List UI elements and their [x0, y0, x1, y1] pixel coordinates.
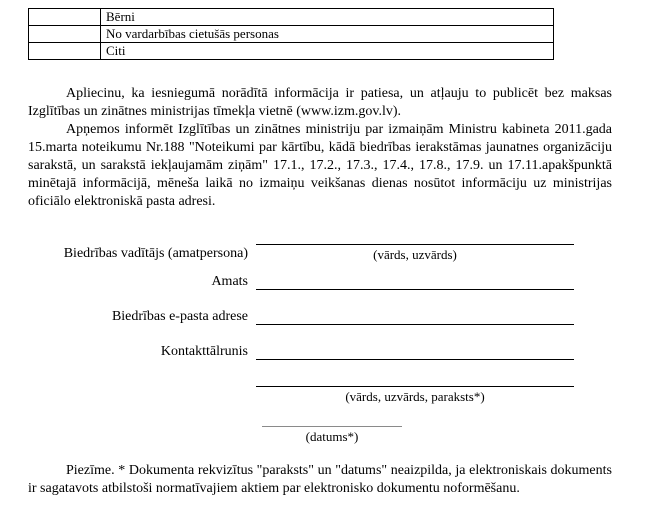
field-label: Biedrības vadītājs (amatpersona): [63, 246, 248, 261]
table-row: [29, 26, 554, 43]
input-line: [256, 229, 574, 245]
table-cell-label: Bērni: [101, 9, 554, 26]
field-row-signature: [28, 371, 612, 404]
field-row-leader: [28, 229, 612, 262]
commitment-paragraph: Apņemos informēt Izglītības un zinātnes ministriju par izmaiņām Ministru kabineta 2011.gada 15.marta noteikumu Nr.188 "Noteikumi par kārtību, kādā biedrības ierakstāmas jaunatnes organizāciju sarakstā, un sarakstā iekļaujamām ziņām" 17.1., 17.2., 17.3., 17.4., 17.8., 17.9. un 17.11.apakšpunktā minētajā informācijā, mēneša laikā no izmaiņu veikšanas dienas nosūtot informāciju uz ministrijas oficiālo elektroniskā pasta adresi.: [28, 122, 612, 209]
table-cell-mark: [29, 26, 101, 43]
signature-line: [256, 371, 574, 387]
field-row-phone: [28, 344, 612, 360]
categories-table: [28, 8, 554, 60]
table-cell-mark: [29, 43, 101, 60]
input-line: [256, 309, 574, 325]
footnote-paragraph: Piezīme. * Dokumenta rekvizītus "paraksts" un "datums" neaizpilda, ja elektroniskais dokuments ir sagatavots atbilstoši normatīvajiem aktiem par elektronisko dokumentu noformēšanu.: [28, 463, 612, 496]
table-cell-label: No vardarbības cietušās personas: [101, 26, 554, 43]
body-text: [28, 85, 612, 211]
field-row-position: [28, 274, 612, 290]
field-label: Kontakttālrunis: [160, 344, 248, 359]
table-row: [29, 43, 554, 60]
input-line: [256, 274, 574, 290]
field-row-email: [28, 309, 612, 325]
table-cell-mark: [29, 9, 101, 26]
signature-form: [28, 229, 612, 444]
field-label: Amats: [211, 274, 248, 289]
table-cell-label: Citi: [101, 43, 554, 60]
field-row-date: [28, 411, 612, 444]
declaration-paragraph: Apliecinu, ka iesniegumā norādītā informācija ir patiesa, un atļauju to publicēt bez maksas Izglītības un zinātnes ministrijas tīmekļa vietnē (www.izm.gov.lv).: [28, 86, 612, 119]
table-row: [29, 9, 554, 26]
footnote-section: [28, 462, 612, 498]
input-line: [256, 344, 574, 360]
field-caption: (vārds, uzvārds, paraksts*): [345, 389, 485, 404]
field-caption: (vārds, uzvārds): [373, 247, 457, 262]
field-caption: (datums*): [305, 429, 359, 444]
date-line: [262, 411, 402, 427]
field-label: Biedrības e-pasta adrese: [111, 309, 248, 324]
